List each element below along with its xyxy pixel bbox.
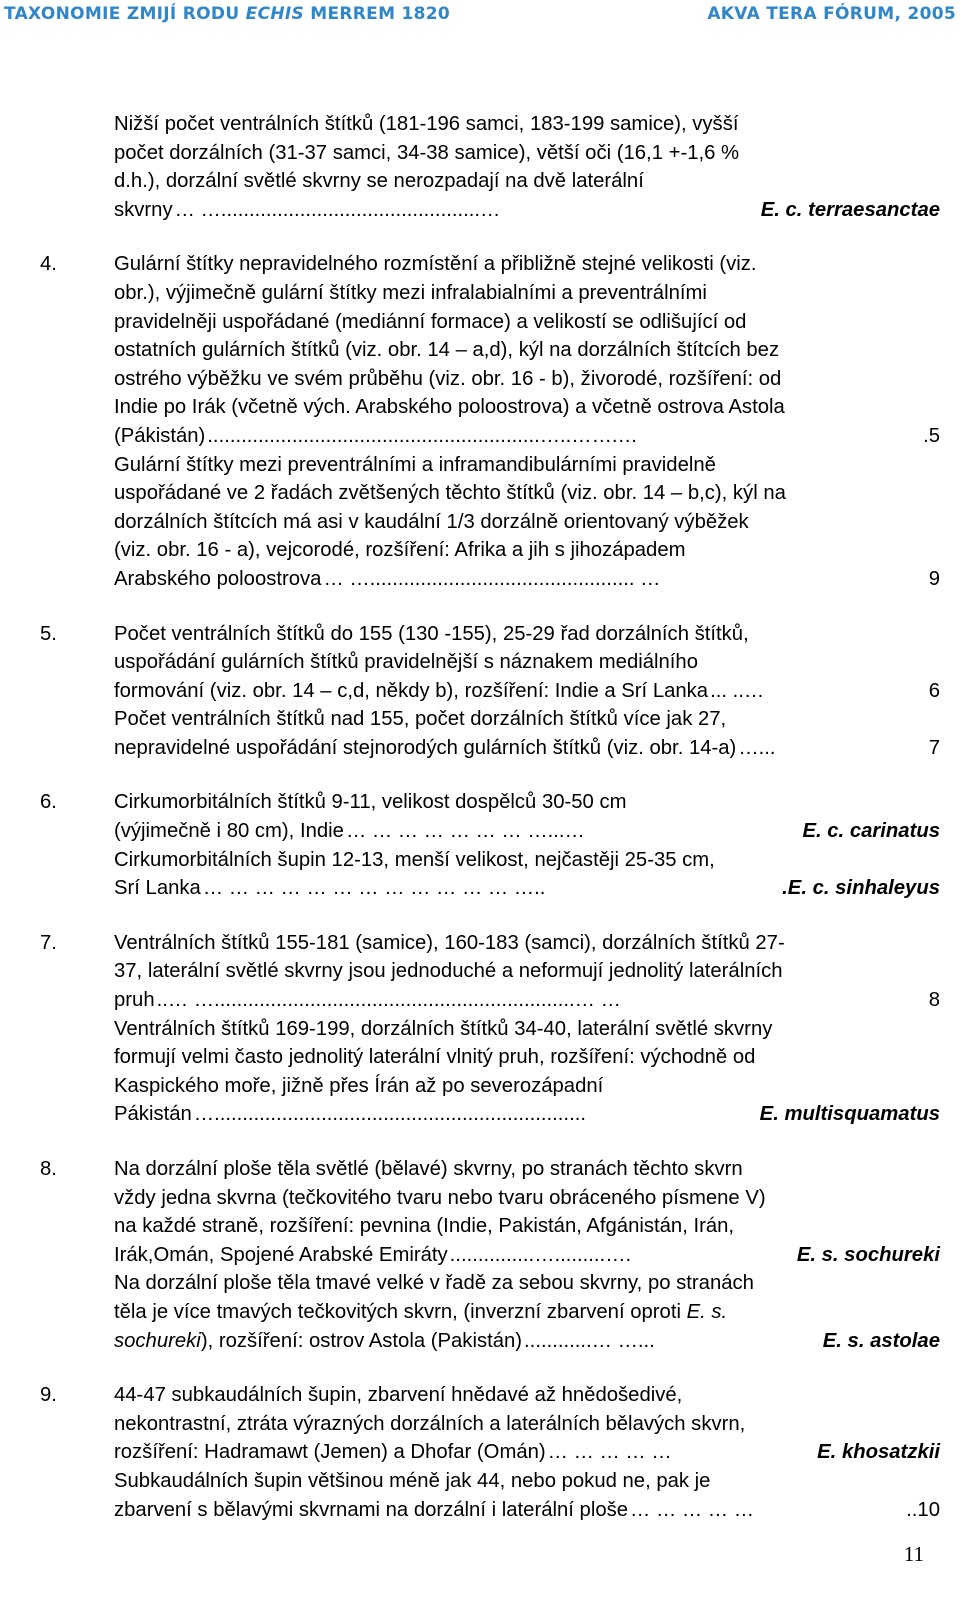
result-line: zbarvení s bělavými skvrnami na dorzální i laterální ploše … … … … … ..10	[114, 1496, 940, 1525]
text-line: d.h.), dorzální světlé skvrny se nerozpadají na dvě laterální	[114, 170, 644, 193]
text-line: pravidelněji uspořádané (mediánní formace) a velikostí se odlišující od	[114, 310, 747, 333]
taxon-result: E. khosatzkii	[817, 1441, 940, 1464]
couplet-number: 9.	[40, 1384, 57, 1407]
result-line: rozšíření: Hadramawt (Jemen) a Dhofar (Omán) … … … … … E. khosatzkii	[114, 1438, 940, 1467]
result-line: pruh ..… …................................................................… … 8	[114, 986, 940, 1015]
taxon-result: E. c. terraesanctae	[760, 198, 940, 221]
couplet-number: 8.	[40, 1158, 57, 1180]
text-line: počet dorzálních (31-37 samci, 34-38 samice), větší oči (16,1 +-1,6 %	[114, 141, 740, 164]
key-couplet-9	[40, 1381, 940, 1524]
text-line: Cirkumorbitálních šupin 12-13, menší velikost, nejčastěji 25-35 cm,	[114, 848, 715, 871]
taxon-result: E. multisquamatus	[759, 1103, 940, 1126]
identification-key	[40, 110, 940, 1524]
lead-reference: .5	[923, 424, 940, 447]
result-line: (Pákistán) ...........................................................…..…….… .5	[114, 422, 940, 451]
lead-reference: 7	[928, 736, 940, 759]
key-couplet-5	[40, 620, 940, 763]
couplet-number: 6.	[40, 791, 57, 814]
result-line: sochureki), rozšíření: ostrov Astola (Pakistán) ............… …... E. s. astolae	[114, 1327, 940, 1356]
text-line: 44-47 subkaudálních šupin, zbarvení hnědavé až hnědošedivé,	[114, 1384, 683, 1407]
text-line: Subkaudálních šupin většinou méně jak 44, nebo pokud ne, pak je	[114, 1469, 711, 1492]
key-entry-intro	[40, 110, 940, 224]
text-line: obr.), výjimečně gulární štítky mezi infralabialními a preventrálními	[114, 281, 707, 304]
result-line: Arabského poloostrova … …............................................... … 9	[114, 565, 940, 594]
lead-reference: 6	[928, 679, 940, 702]
key-couplet-8	[40, 1155, 940, 1355]
taxon-result: E. s. sochureki	[796, 1243, 940, 1266]
text-line: dorzálních štítcích má asi v kaudální 1/3 dorzálně orientovaný výběžek	[114, 510, 749, 533]
key-couplet-6	[40, 788, 940, 902]
taxon-result: .E. c. sinhaleyus	[782, 877, 940, 900]
couplet-number: 7.	[40, 931, 57, 954]
result-line: Irák,Omán, Spojené Arabské Emiráty ...............….........…. E. s. sochureki	[114, 1241, 940, 1270]
lead-reference: 9	[928, 567, 940, 590]
text-line: Počet ventrálních štítků nad 155, počet dorzálních štítků více jak 27,	[114, 708, 727, 731]
text-line: uspořádané ve 2 řadách zvětšených těchto štítků (viz. obr. 14 – b,c), kýl na	[114, 482, 786, 505]
text-line: Na dorzální ploše těla světlé (bělavé) skvrny, po stranách těchto skvrn	[114, 1158, 743, 1180]
text-line: Počet ventrálních štítků do 155 (130 -155), 25-29 řad dorzálních štítků,	[114, 622, 749, 645]
text-line: Ventrálních štítků 169-199, dorzálních štítků 34-40, laterální světlé skvrny	[114, 1017, 773, 1040]
text-line: těla je více tmavých tečkovitých skvrn, (inverzní zbarvení oproti E. s.	[114, 1300, 728, 1323]
result-line: formování (viz. obr. 14 – c,d, někdy b), rozšíření: Indie a Srí Lanka ... ..… 6	[114, 677, 940, 706]
couplet-number: 4.	[40, 253, 57, 276]
result-line: skvrny … …..............................................… E. c. terraesanctae	[114, 196, 940, 225]
text-line: Gulární štítky mezi preventrálními a inframandibulárními pravidelně	[114, 453, 716, 476]
text-line: Nižší počet ventrálních štítků (181-196 samci, 183-199 samice), vyšší	[114, 113, 739, 135]
page-number: 11	[903, 1542, 924, 1566]
text-line: Cirkumorbitálních štítků 9-11, velikost dospělců 30-50 cm	[114, 791, 627, 814]
page-header	[0, 0, 960, 36]
header-journal: AKVA TERA FÓRUM, 2005	[707, 4, 956, 24]
text-line: (viz. obr. 16 - a), vejcorodé, rozšíření: Afrika a jih s jihozápadem	[114, 539, 686, 562]
result-line: Pákistán ….................................................................. E. multisquamatus	[114, 1100, 940, 1129]
result-line: Srí Lanka … … … … … … … … … … … … ….. .E. c. sinhaleyus	[114, 874, 940, 903]
taxon-result: E. s. astolae	[822, 1329, 940, 1352]
result-line: (výjimečně i 80 cm), Indie … … … … … … … …...… E. c. carinatus	[114, 817, 940, 846]
lead-reference: 8	[928, 989, 940, 1012]
text-line: Ventrálních štítků 155-181 (samice), 160-183 (samci), dorzálních štítků 27-	[114, 931, 785, 954]
text-line: Indie po Irák (včetně vých. Arabského poloostrova) a včetně ostrova Astola	[114, 396, 785, 419]
text-line: 37, laterální světlé skvrny jsou jednoduché a neformují jednolitý laterálních	[114, 960, 783, 983]
result-line: nepravidelné uspořádání stejnorodých gulárních štítků (viz. obr. 14-a) …... 7	[114, 734, 940, 763]
text-line: Na dorzální ploše těla tmavé velké v řadě za sebou skvrny, po stranách	[114, 1272, 754, 1295]
text-line: vždy jedna skvrna (tečkovitého tvaru nebo tvaru obráceného písmene V)	[114, 1186, 766, 1209]
couplet-number: 5.	[40, 622, 57, 645]
text-line: ostrého výběžku ve svém průběhu (viz. obr. 16 - b), živorodé, rozšíření: od	[114, 367, 782, 390]
text-line: Gulární štítky nepravidelného rozmístění a přibližně stejné velikosti (viz.	[114, 253, 757, 276]
text-line: na každé straně, rozšíření: pevnina (Indie, Pakistán, Afgánistán, Irán,	[114, 1215, 735, 1238]
header-title: TAXONOMIE ZMIJÍ RODU ECHIS MERREM 1820	[4, 4, 451, 24]
taxon-result: E. c. carinatus	[802, 820, 940, 843]
text-line: uspořádání gulárních štítků pravidelnější s náznakem mediálního	[114, 651, 698, 674]
key-couplet-7	[40, 929, 940, 1129]
text-line: nekontrastní, ztráta výrazných dorzálních a laterálních bělavých skvrn,	[114, 1412, 746, 1435]
key-couplet-4	[40, 250, 940, 593]
lead-reference: ..10	[906, 1498, 940, 1521]
text-line: formují velmi často jednolitý laterální vlnitý pruh, rozšíření: východně od	[114, 1046, 756, 1069]
text-line: ostatních gulárních štítků (viz. obr. 14 – a,d), kýl na dorzálních štítcích bez	[114, 339, 780, 362]
text-line: Kaspického moře, jižně přes Írán až po severozápadní	[114, 1074, 604, 1097]
